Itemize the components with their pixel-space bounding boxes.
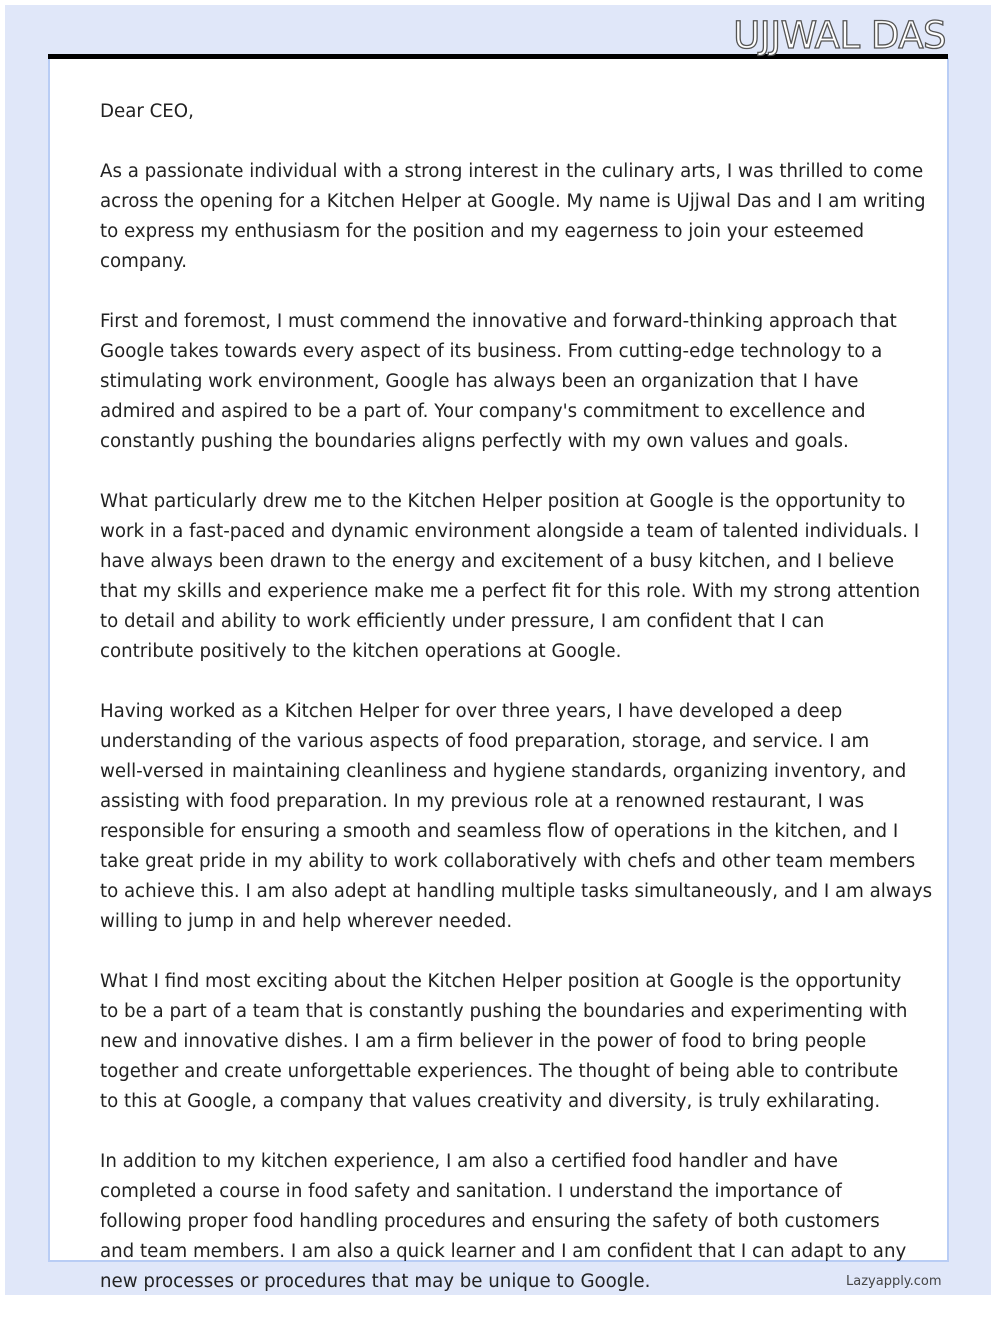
paragraph-line: Having worked as a Kitchen Helper for over three years, I have developed a deep xyxy=(100,701,843,722)
paragraph-line: understanding of the various aspects of food preparation, storage, and service. I am xyxy=(100,731,870,752)
letter-paragraphs xyxy=(100,157,933,1297)
paragraph-line: work in a fast-paced and dynamic environment alongside a team of talented individuals. I xyxy=(100,521,920,542)
letter-paragraph xyxy=(100,1147,920,1297)
paragraph-line: well-versed in maintaining cleanliness and hygiene standards, organizing inventory, and xyxy=(100,761,907,782)
paragraph-line: As a passionate individual with a strong interest in the culinary arts, I was thrilled to come xyxy=(100,161,924,182)
paragraph-line: In addition to my kitchen experience, I am also a certified food handler and have xyxy=(100,1151,838,1172)
letter-paragraph xyxy=(100,967,920,1117)
watermark: Lazyapply.com xyxy=(846,1274,942,1289)
letter-paragraph xyxy=(100,487,920,667)
salutation: Dear CEO, xyxy=(100,101,194,122)
paragraph-line: completed a course in food safety and sanitation. I understand the importance of xyxy=(100,1181,842,1202)
paragraph-line: stimulating work environment, Google has always been an organization that I have xyxy=(100,371,859,392)
paragraph-line: to this at Google, a company that values creativity and diversity, is truly exhilarating. xyxy=(100,1091,881,1112)
paragraph-line: take great pride in my ability to work collaboratively with chefs and other team members xyxy=(100,851,916,872)
paragraph-line: across the opening for a Kitchen Helper at Google. My name is Ujjwal Das and I am writing xyxy=(100,191,926,212)
paragraph-line: What I find most exciting about the Kitchen Helper position at Google is the opportunity xyxy=(100,971,902,992)
paragraph-line: and team members. I am also a quick learner and I am confident that I can adapt to any xyxy=(100,1241,907,1262)
paragraph-line: company. xyxy=(100,251,188,272)
paragraph-line: to be a part of a team that is constantly pushing the boundaries and experimenting with xyxy=(100,1001,908,1022)
paragraph-line: admired and aspired to be a part of. Your company's commitment to excellence and xyxy=(100,401,866,422)
paragraph-line: to achieve this. I am also adept at handling multiple tasks simultaneously, and I am always xyxy=(100,881,933,902)
paragraph-line: First and foremost, I must commend the innovative and forward-thinking approach that xyxy=(100,311,897,332)
applicant-name: UJJWAL DAS xyxy=(733,14,946,57)
paragraph-line: responsible for ensuring a smooth and seamless flow of operations in the kitchen, and I xyxy=(100,821,899,842)
paragraph-line: willing to jump in and help wherever needed. xyxy=(100,911,513,932)
paragraph-line: Google takes towards every aspect of its business. From cutting-edge technology to a xyxy=(100,341,883,362)
paragraph-line: new processes or procedures that may be unique to Google. xyxy=(100,1271,651,1292)
paragraph-line: constantly pushing the boundaries aligns perfectly with my own values and goals. xyxy=(100,431,849,452)
letter-paragraph xyxy=(100,157,926,277)
paragraph-line: assisting with food preparation. In my previous role at a renowned restaurant, I was xyxy=(100,791,865,812)
paragraph-line: new and innovative dishes. I am a firm believer in the power of food to bring people xyxy=(100,1031,867,1052)
letter-paragraph xyxy=(100,307,920,457)
paragraph-line: together and create unforgettable experiences. The thought of being able to contribute xyxy=(100,1061,899,1082)
paragraph-line: following proper food handling procedures and ensuring the safety of both customers xyxy=(100,1211,880,1232)
paragraph-line: that my skills and experience make me a perfect fit for this role. With my strong attention xyxy=(100,581,921,602)
paragraph-line: to detail and ability to work efficiently under pressure, I am confident that I can xyxy=(100,611,825,632)
paragraph-line: to express my enthusiasm for the position and my eagerness to join your esteemed xyxy=(100,221,865,242)
paragraph-line: have always been drawn to the energy and excitement of a busy kitchen, and I believe xyxy=(100,551,895,572)
paragraph-line: contribute positively to the kitchen operations at Google. xyxy=(100,641,622,662)
letter-paragraph xyxy=(100,697,933,937)
letter-body xyxy=(100,97,933,1327)
paragraph-line: What particularly drew me to the Kitchen Helper position at Google is the opportunity to xyxy=(100,491,906,512)
